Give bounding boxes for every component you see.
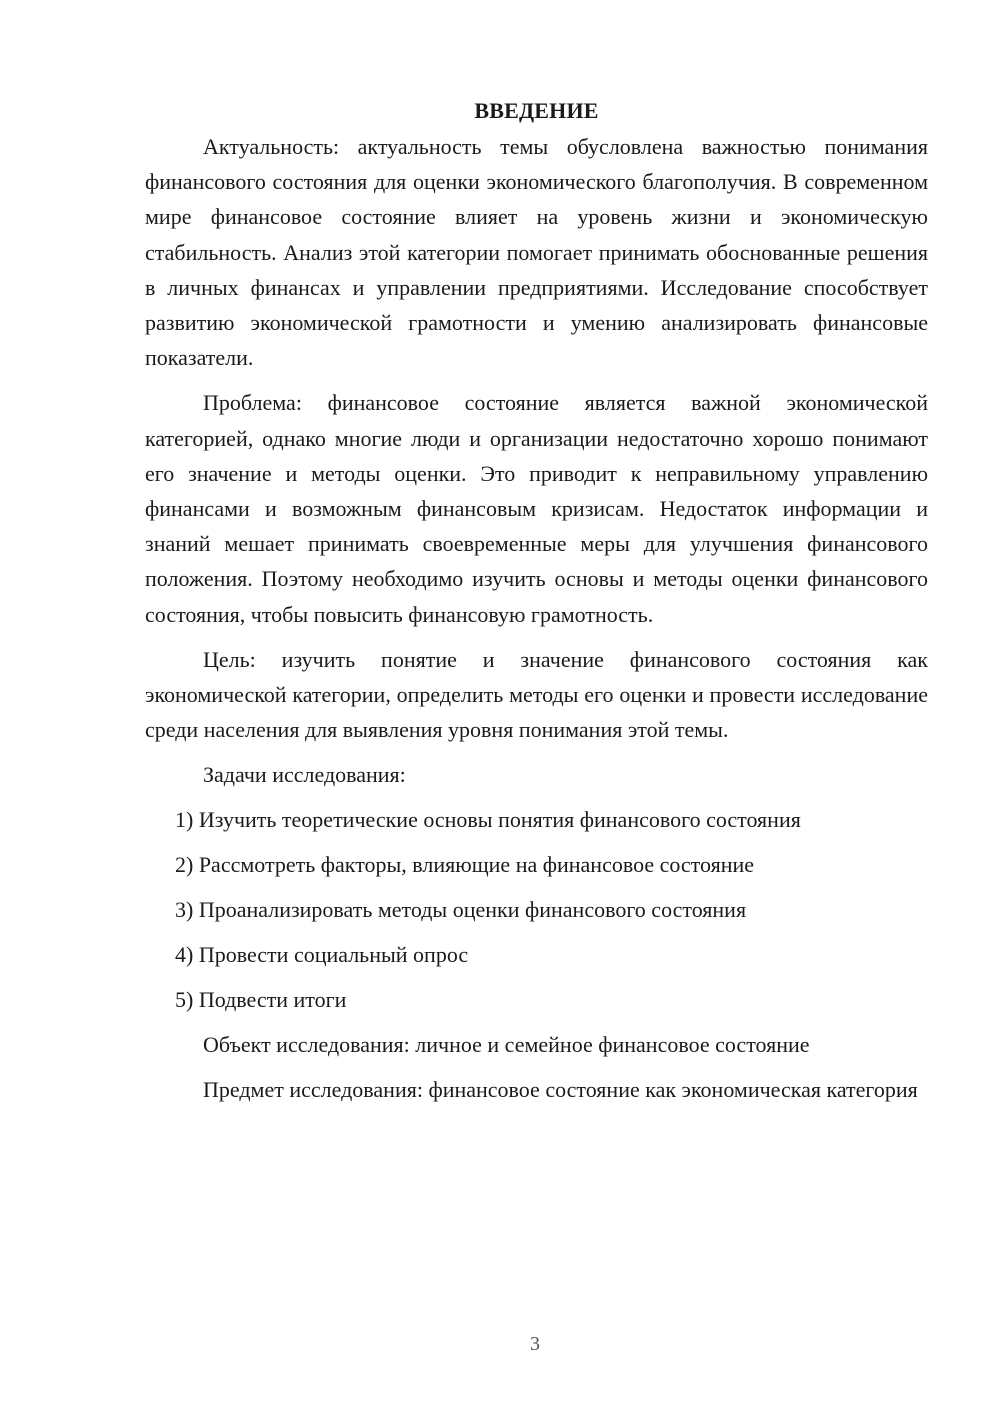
list-item: 5) Подвести итоги xyxy=(175,987,347,1013)
page-content xyxy=(145,93,928,1118)
page-number: 3 xyxy=(530,1333,540,1355)
list-item: 2) Рассмотреть факторы, влияющие на финансовое состояние xyxy=(175,852,755,878)
goal-paragraph: Цель: изучить понятие и значение финансового состояния как экономической категории, определить методы его оценки и провести исследование среди населения для выявления уровня понимания этой темы. xyxy=(145,646,928,743)
problem-paragraph: Проблема: финансовое состояние является важной экономической категорией, однако многие люди и организации недостаточно хорошо понимают его значение и методы оценки. Это приводит к неправильному управлению финансами и возможным финансовым кризисам. Недостаток информации и знаний мешает принимать своевременные меры для улучшения финансового положения. Поэтому необходимо изучить основы и методы оценки финансового состояния, чтобы повысить финансовую грамотность. xyxy=(145,390,928,627)
list-item: 1) Изучить теоретические основы понятия финансового состояния xyxy=(175,807,801,833)
relevance-paragraph: Актуальность: актуальность темы обусловлена важностью понимания финансового состояния для оценки экономического благополучия. В современном мире финансовое состояние влияет на уровень жизни и экономическую стабильность. Анализ этой категории помогает принимать обоснованные решения в личных финансах и управлении предприятиями. Исследование способствует развитию экономической грамотности и умению анализировать финансовые показатели. xyxy=(145,134,928,371)
list-item: 3) Проанализировать методы оценки финансового состояния xyxy=(175,897,747,923)
section-title: ВВЕДЕНИЕ xyxy=(474,98,599,123)
tasks-heading: Задачи исследования: xyxy=(203,762,406,788)
list-item: 4) Провести социальный опрос xyxy=(175,942,469,968)
object-paragraph: Объект исследования: личное и семейное финансовое состояние xyxy=(203,1032,810,1058)
tasks-list xyxy=(145,802,928,1017)
subject-paragraph: Предмет исследования: финансовое состояние как экономическая категория xyxy=(203,1077,918,1103)
